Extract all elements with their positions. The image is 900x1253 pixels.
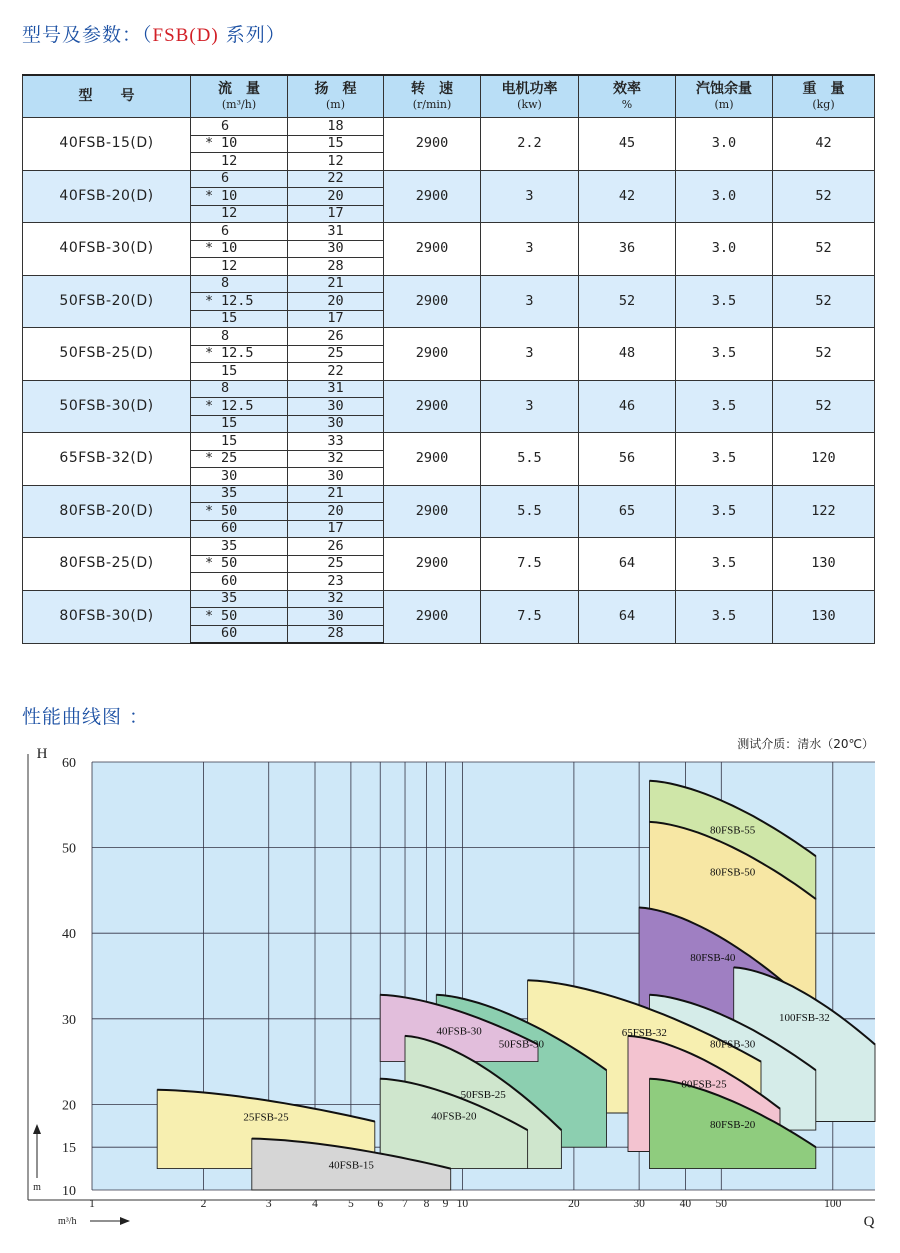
flow-value: 50 [221,502,238,519]
flow-value: 50 [221,555,238,572]
head-cell: 25 [288,345,384,363]
flow-cell [191,450,288,468]
flow-cell [191,608,288,626]
table-header-row [23,75,875,118]
speed-cell: 2900 [384,170,481,223]
flow-value: 8 [221,275,230,292]
flow-cell [191,433,288,451]
npsh-cell: 3.5 [676,275,773,328]
series-label: 50FSB-30 [498,1038,545,1051]
weight-cell: 130 [773,590,875,643]
flow-value: 12.5 [221,397,254,414]
power-cell: 7.5 [481,590,579,643]
weight-cell: 130 [773,538,875,591]
y-unit-label: m [33,1182,41,1193]
head-cell: 17 [288,310,384,328]
weight-cell: 52 [773,223,875,276]
series-label: 40FSB-30 [436,1025,482,1038]
model-cell: 80FSB-20(D) [23,485,191,538]
y-tick-label: 50 [62,841,76,857]
efficiency-cell: 64 [579,538,676,591]
curve-section-title: 性能曲线图 ： [22,706,150,728]
x-tick-label: 9 [442,1198,449,1210]
flow-cell [191,275,288,293]
series-label: 50FSB-25 [460,1089,506,1101]
head-cell: 20 [288,293,384,311]
flow-value: 15 [221,310,238,327]
flow-cell [191,380,288,398]
speed-cell: 2900 [384,538,481,591]
flow-cell [191,135,288,153]
test-medium-note: 测试介质：清水（20℃） [737,737,874,751]
y-tick-label: 20 [62,1098,76,1114]
flow-cell [191,310,288,328]
flow-value: 6 [221,117,230,134]
speed-cell: 2900 [384,433,481,486]
flow-value: 60 [221,572,238,589]
rated-point-marker: * [205,502,214,519]
efficiency-cell: 46 [579,380,676,433]
x-tick-label: 10 [456,1198,469,1210]
flow-value: 12.5 [221,345,254,362]
head-cell: 22 [288,363,384,381]
rated-point-marker: * [205,187,214,204]
series-label: 65FSB-32 [621,1026,667,1039]
header-speed: 转 速 (r/min) [384,75,481,118]
flow-value: 10 [221,240,238,257]
series-label: 40FSB-15 [328,1159,374,1172]
flow-value: 35 [221,537,238,554]
weight-cell: 52 [773,328,875,381]
table-row [23,485,875,503]
npsh-cell: 3.5 [676,485,773,538]
series-label: 80FSB-30 [710,1038,756,1051]
npsh-cell: 3.5 [676,328,773,381]
power-cell: 3 [481,223,579,276]
speed-cell: 2900 [384,380,481,433]
table-row [23,223,875,241]
model-cell: 65FSB-32(D) [23,433,191,486]
efficiency-cell: 42 [579,170,676,223]
power-cell: 2.2 [481,118,579,171]
flow-cell [191,205,288,223]
efficiency-cell: 36 [579,223,676,276]
y-tick-label: 40 [62,927,76,943]
npsh-cell: 3.0 [676,170,773,223]
header-npsh: 汽蚀余量 (m) [676,75,773,118]
series-label: 100FSB-32 [778,1011,830,1024]
y-tick-label: 60 [62,756,76,771]
speed-cell: 2900 [384,275,481,328]
x-tick-label: 1 [89,1198,95,1210]
head-cell: 33 [288,433,384,451]
flow-value: 12 [221,205,238,222]
head-cell: 32 [288,450,384,468]
x-tick-label: 4 [312,1198,318,1210]
flow-value: 15 [221,362,238,379]
flow-cell [191,468,288,486]
flow-cell [191,415,288,433]
flow-value: 10 [221,135,238,152]
table-row [23,380,875,398]
flow-cell [191,503,288,521]
y-axis-label: H [36,746,48,762]
spec-table [22,74,875,644]
efficiency-cell: 65 [579,485,676,538]
model-cell: 40FSB-30(D) [23,223,191,276]
npsh-cell: 3.5 [676,380,773,433]
flow-value: 35 [221,590,238,607]
table-row [23,433,875,451]
performance-curve-chart [0,730,900,1253]
flow-value: 10 [221,187,238,204]
x-tick-label: 3 [265,1198,272,1210]
table-row [23,328,875,346]
flow-value: 8 [221,327,230,344]
y-unit-arrowhead [33,1124,41,1134]
npsh-cell: 3.5 [676,538,773,591]
x-axis-label: Q [863,1214,875,1230]
model-cell: 80FSB-25(D) [23,538,191,591]
head-cell: 21 [288,485,384,503]
flow-cell [191,363,288,381]
efficiency-cell: 52 [579,275,676,328]
head-cell: 28 [288,258,384,276]
model-cell: 50FSB-25(D) [23,328,191,381]
rated-point-marker: * [205,450,214,467]
series-label: 80FSB-50 [710,866,756,879]
table-row [23,538,875,556]
model-cell: 40FSB-20(D) [23,170,191,223]
table-row [23,590,875,608]
head-cell: 30 [288,240,384,258]
head-cell: 25 [288,555,384,573]
efficiency-cell: 64 [579,590,676,643]
x-tick-label: 30 [633,1198,645,1210]
x-unit-arrowhead [120,1217,130,1225]
spec-section-title: 型号及参数：（FSB(D) 系列） [22,24,286,46]
series-label: 80FSB-20 [710,1118,756,1131]
x-tick-label: 100 [824,1198,842,1210]
flow-cell [191,520,288,538]
flow-cell [191,223,288,241]
head-cell: 30 [288,415,384,433]
head-cell: 20 [288,188,384,206]
flow-cell [191,170,288,188]
flow-cell [191,240,288,258]
flow-cell [191,258,288,276]
flow-cell [191,398,288,416]
flow-value: 6 [221,222,230,239]
x-tick-label: 40 [679,1198,692,1210]
x-tick-label: 2 [200,1198,207,1210]
y-tick-label: 15 [62,1141,76,1157]
header-model: 型 号 [23,75,191,118]
model-cell: 80FSB-30(D) [23,590,191,643]
flow-value: 6 [221,170,230,187]
model-cell: 40FSB-15(D) [23,118,191,171]
series-label: 80FSB-40 [690,952,736,965]
series-label: 80FSB-55 [710,824,756,837]
rated-point-marker: * [205,607,214,624]
flow-value: 60 [221,625,238,642]
power-cell: 3 [481,170,579,223]
table-row [23,275,875,293]
flow-cell [191,153,288,171]
flow-cell [191,555,288,573]
flow-cell [191,293,288,311]
flow-value: 35 [221,485,238,502]
table-row [23,170,875,188]
flow-value: 15 [221,415,238,432]
speed-cell: 2900 [384,590,481,643]
power-cell: 3 [481,328,579,381]
npsh-cell: 3.5 [676,590,773,643]
y-tick-label: 30 [62,1012,76,1028]
npsh-cell: 3.5 [676,433,773,486]
weight-cell: 42 [773,118,875,171]
power-cell: 3 [481,275,579,328]
head-cell: 31 [288,223,384,241]
series-label: 40FSB-20 [431,1110,477,1123]
head-cell: 18 [288,118,384,136]
flow-cell [191,538,288,556]
flow-value: 50 [221,607,238,624]
header-head: 扬 程 (m) [288,75,384,118]
flow-cell [191,328,288,346]
flow-cell [191,573,288,591]
power-cell: 5.5 [481,485,579,538]
speed-cell: 2900 [384,485,481,538]
weight-cell: 52 [773,275,875,328]
model-cell: 50FSB-30(D) [23,380,191,433]
flow-value: 8 [221,380,230,397]
y-tick-label: 10 [62,1184,76,1199]
header-weight: 重 量 (kg) [773,75,875,118]
head-cell: 15 [288,135,384,153]
head-cell: 31 [288,380,384,398]
head-cell: 30 [288,398,384,416]
head-cell: 20 [288,503,384,521]
series-label: 80FSB-25 [681,1078,727,1091]
flow-value: 25 [221,450,238,467]
rated-point-marker: * [205,345,214,362]
header-efficiency: 效率 % [579,75,676,118]
rated-point-marker: * [205,397,214,414]
head-cell: 22 [288,170,384,188]
power-cell: 5.5 [481,433,579,486]
npsh-cell: 3.0 [676,118,773,171]
rated-point-marker: * [205,555,214,572]
head-cell: 21 [288,275,384,293]
flow-value: 12 [221,257,238,274]
flow-value: 12.5 [221,292,254,309]
model-cell: 50FSB-20(D) [23,275,191,328]
head-cell: 30 [288,608,384,626]
x-tick-label: 50 [715,1198,728,1210]
efficiency-cell: 45 [579,118,676,171]
head-cell: 32 [288,590,384,608]
x-tick-label: 8 [423,1198,430,1210]
head-cell: 17 [288,520,384,538]
power-cell: 3 [481,380,579,433]
x-tick-label: 5 [348,1198,354,1210]
header-flow: 流 量 (m³/h) [191,75,288,118]
flow-cell [191,485,288,503]
head-cell: 23 [288,573,384,591]
weight-cell: 52 [773,380,875,433]
weight-cell: 122 [773,485,875,538]
series-label: 25FSB-25 [243,1111,289,1124]
head-cell: 26 [288,538,384,556]
power-cell: 7.5 [481,538,579,591]
x-tick-label: 20 [568,1198,580,1210]
head-cell: 30 [288,468,384,486]
flow-cell [191,345,288,363]
rated-point-marker: * [205,135,214,152]
x-unit-label: m³/h [58,1216,77,1227]
head-cell: 26 [288,328,384,346]
head-cell: 12 [288,153,384,171]
npsh-cell: 3.0 [676,223,773,276]
x-tick-label: 6 [377,1198,384,1210]
header-power: 电机功率 (kw) [481,75,579,118]
efficiency-cell: 56 [579,433,676,486]
flow-cell [191,118,288,136]
head-cell: 28 [288,625,384,643]
weight-cell: 52 [773,170,875,223]
flow-cell [191,590,288,608]
x-tick-label: 7 [402,1198,408,1210]
flow-cell [191,625,288,643]
flow-cell [191,188,288,206]
head-cell: 17 [288,205,384,223]
flow-value: 15 [221,432,238,449]
efficiency-cell: 48 [579,328,676,381]
flow-value: 30 [221,467,238,484]
flow-value: 12 [221,152,238,169]
rated-point-marker: * [205,240,214,257]
speed-cell: 2900 [384,328,481,381]
weight-cell: 120 [773,433,875,486]
speed-cell: 2900 [384,118,481,171]
speed-cell: 2900 [384,223,481,276]
rated-point-marker: * [205,292,214,309]
flow-value: 60 [221,520,238,537]
table-row [23,118,875,136]
